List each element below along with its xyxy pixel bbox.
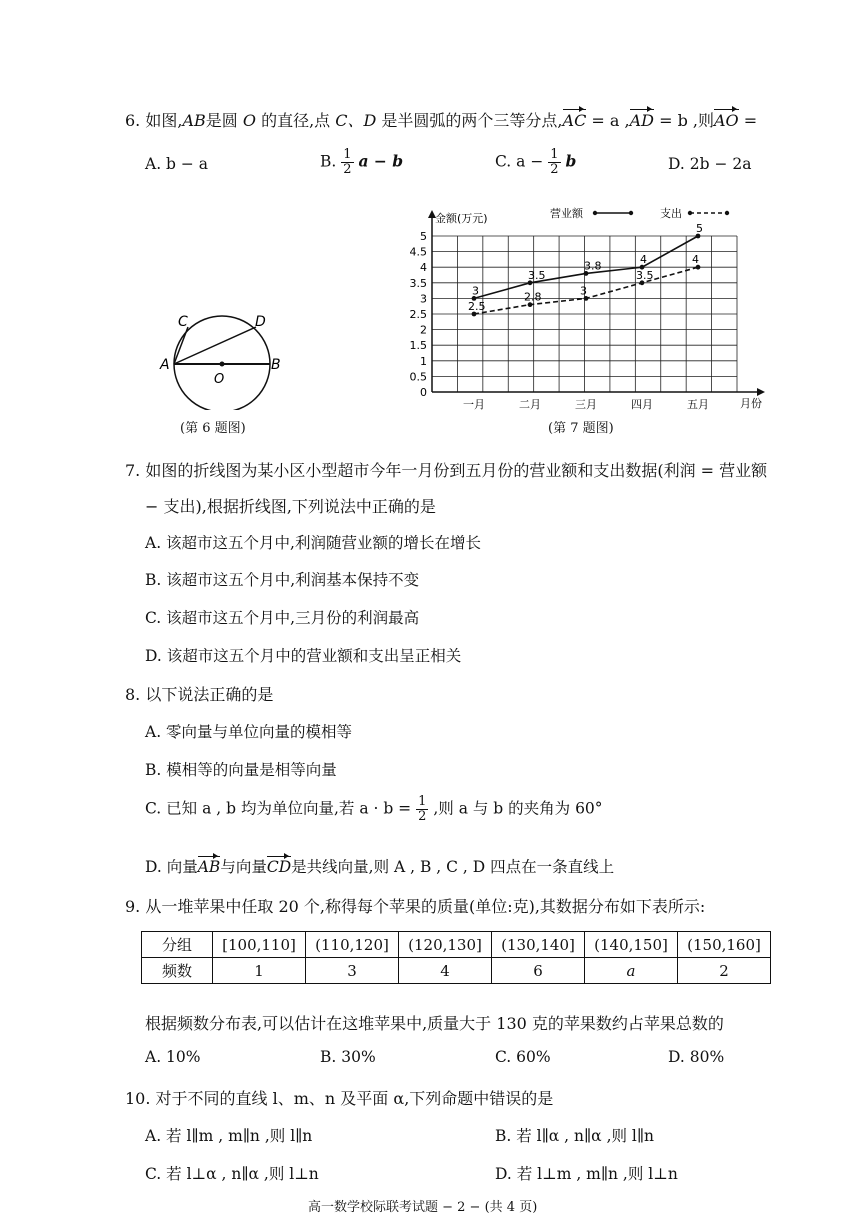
page-footer: 高一数学校际联考试题 − 2 − (共 4 页) [308, 1200, 538, 1215]
question-7-stem-line1: 7. 如图的折线图为某小区小型超市今年一月份到五月份的营业额和支出数据(利润 = 营业额 [125, 461, 768, 480]
legend-marker-revenue [629, 211, 633, 215]
data-label: 5 [696, 222, 703, 235]
q9-option-a: A. 10% [145, 1048, 201, 1066]
label-a: A [160, 357, 170, 373]
question-9-stem: 9. 从一堆苹果中任取 20 个,称得每个苹果的质量(单位:克),其数据分布如下表所示: [125, 897, 706, 916]
table-cell: [100,110] [213, 932, 306, 958]
table-cell: (120,130] [399, 932, 492, 958]
q6-figure-caption: (第 6 题图) [180, 421, 246, 436]
vector-ac: AC [562, 111, 587, 130]
q7-option-c: C. 该超市这五个月中,三月份的利润最高 [145, 609, 420, 627]
vector-ao: AO [714, 111, 739, 130]
table-cell: a [585, 958, 678, 984]
q6-option-d: D. 2b − 2a [668, 155, 752, 173]
q8-option-d: D. 向量AB与向量CD是共线向量,则 A , B , C , D 四点在一条直线上 [145, 858, 615, 876]
vector-ad: AD [629, 111, 654, 130]
legend-marker-revenue [593, 211, 597, 215]
q9-option-b: B. 30% [320, 1048, 376, 1066]
y-tick-label: 1.5 [409, 339, 427, 353]
table-cell: (130,140] [492, 932, 585, 958]
data-label: 3.8 [584, 259, 602, 273]
table-row [142, 958, 771, 984]
table-cell: 4 [399, 958, 492, 984]
data-label: 3.5 [636, 268, 654, 282]
q9-option-d: D. 80% [668, 1048, 725, 1066]
q7-option-d: D. 该超市这五个月中的营业额和支出呈正相关 [145, 647, 462, 665]
q9-followup: 根据频数分布表,可以估计在这堆苹果中,质量大于 130 克的苹果数约占苹果总数的 [145, 1014, 724, 1033]
question-8-stem: 8. 以下说法正确的是 [125, 685, 274, 704]
table-cell: (140,150] [585, 932, 678, 958]
data-label: 3 [472, 284, 479, 298]
q6-option-b: B. $\frac{1}{2}$ a − b [320, 147, 404, 177]
x-tick-label: 四月 [631, 398, 653, 411]
q6-option-c: C. a − $\frac{1}{2}$ b [495, 147, 577, 177]
x-tick-label: 五月 [687, 398, 709, 411]
legend-label-revenue: 营业额 [550, 207, 583, 220]
q9-frequency-table [141, 931, 771, 984]
chart-ylabel: 金额(万元) [435, 212, 488, 225]
x-tick-label: 三月 [575, 398, 597, 411]
label-d: D [255, 314, 266, 330]
legend-marker-expense [725, 211, 729, 215]
y-tick-label: 5 [420, 230, 427, 243]
q8-option-c: C. 已知 a , b 均为单位向量,若 a · b = $\frac{1}{2}$ ,则 a 与 b 的夹角为 60° [145, 794, 603, 824]
x-axis-arrow [757, 388, 765, 396]
y-tick-label: 3.5 [409, 276, 427, 290]
data-label: 4 [692, 253, 699, 267]
q10-option-b: B. 若 l∥α , n∥α ,则 l∥n [495, 1127, 655, 1145]
q9-option-c: C. 60% [495, 1048, 551, 1066]
chart-series [472, 234, 701, 317]
fraction: $\frac{1}{2}$ [418, 794, 427, 824]
y-tick-label: 2.5 [409, 308, 427, 321]
table-cell: 2 [678, 958, 771, 984]
data-label: 3 [580, 284, 587, 298]
center-point [220, 362, 225, 367]
question-10-stem: 10. 对于不同的直线 l、m、n 及平面 α,下列命题中错误的是 [125, 1089, 554, 1108]
fraction: $\frac{1}{2}$ [550, 147, 559, 177]
vector-ab: AB [197, 858, 221, 876]
y-tick-label: 4.5 [409, 245, 427, 259]
data-label: 2.5 [468, 300, 486, 313]
q10-option-a: A. 若 l∥m , m∥n ,则 l∥n [145, 1127, 313, 1145]
table-cell: 频数 [142, 958, 213, 984]
fraction: $\frac{1}{2}$ [343, 147, 352, 177]
x-tick-label: 二月 [519, 398, 541, 411]
y-tick-label: 2 [420, 323, 427, 337]
vector-cd: CD [266, 858, 292, 876]
y-tick-label: 3 [420, 292, 427, 306]
legend-marker-expense [688, 211, 692, 215]
q7-figure-caption: (第 7 题图) [548, 421, 614, 436]
y-tick-label: 4 [420, 261, 427, 275]
label-o: O [214, 372, 225, 387]
q7-option-b: B. 该超市这五个月中,利润基本保持不变 [145, 571, 420, 589]
chart-legend [550, 206, 729, 220]
q6-option-a: A. b − a [145, 155, 209, 173]
legend-label-expense: 支出 [660, 207, 682, 220]
table-row [142, 932, 771, 958]
q8-option-a: A. 零向量与单位向量的模相等 [145, 723, 353, 741]
q6-circle-figure [150, 300, 300, 410]
table-cell: 3 [306, 958, 399, 984]
table-cell: 1 [213, 958, 306, 984]
table-cell: 分组 [142, 932, 213, 958]
table-cell: 6 [492, 958, 585, 984]
data-label: 2.8 [524, 290, 542, 304]
table-cell: (150,160] [678, 932, 771, 958]
q10-option-d: D. 若 l⊥m , m∥n ,则 l⊥n [495, 1165, 678, 1183]
y-tick-label: 1 [420, 354, 427, 368]
table-cell: (110,120] [306, 932, 399, 958]
chart-xlabel: 月份 [740, 397, 762, 410]
q8-option-b: B. 模相等的向量是相等向量 [145, 761, 337, 779]
q7-line-chart [395, 200, 780, 418]
label-b: B [271, 357, 281, 373]
data-label: 3.5 [528, 268, 546, 282]
question-7-stem-line2: − 支出),根据折线图,下列说法中正确的是 [145, 497, 436, 516]
data-label: 4 [640, 253, 647, 267]
label-c: C [178, 314, 188, 330]
y-tick-label: 0 [420, 386, 427, 399]
y-tick-label: 0.5 [409, 370, 427, 384]
q10-option-c: C. 若 l⊥α , n∥α ,则 l⊥n [145, 1165, 319, 1183]
question-6-stem: 6. 如图,AB是圆 O 的直径,点 C、D 是半圆弧的两个三等分点,AC = a ,AD = b ,则AO = [125, 111, 758, 130]
x-tick-label: 一月 [463, 398, 485, 411]
q7-option-a: A. 该超市这五个月中,利润随营业额的增长在增长 [145, 534, 481, 552]
